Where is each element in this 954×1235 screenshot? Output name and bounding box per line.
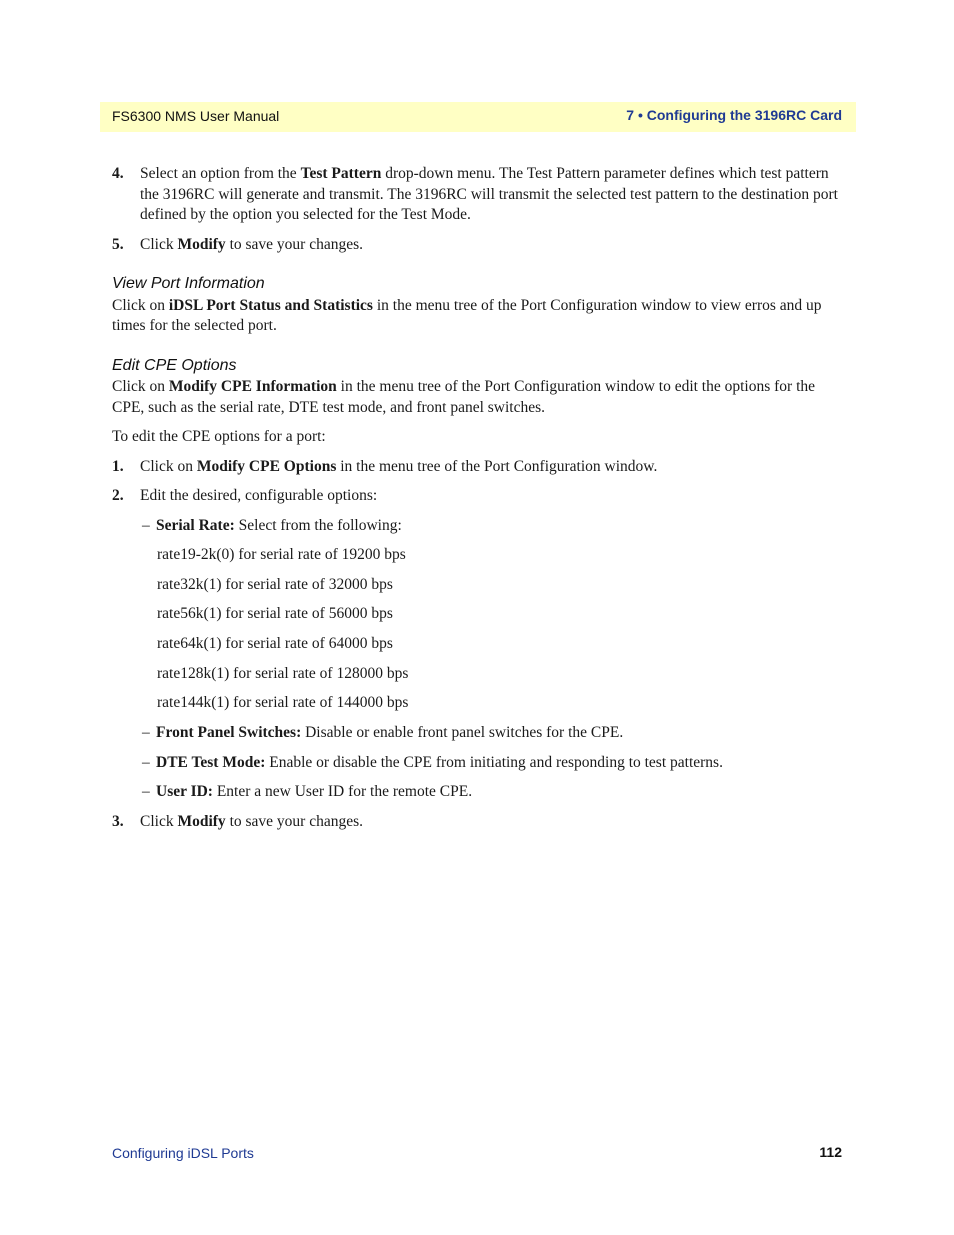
rate-item: rate32k(1) for serial rate of 32000 bps [157, 575, 393, 593]
option-front-panel-switches: – Front Panel Switches: Disable or enable front panel switches for the CPE. [112, 723, 842, 744]
section-heading-edit-cpe: Edit CPE Options [112, 356, 237, 374]
ui-term: Test Pattern [300, 165, 382, 182]
step-number: 3. [112, 812, 124, 830]
option-dte-test-mode: – DTE Test Mode: Enable or disable the CPE from initiating and responding to test patterns. [112, 753, 842, 774]
dash-bullet: – [142, 753, 150, 771]
rate-item: rate56k(1) for serial rate of 56000 bps [157, 605, 393, 623]
footer-section-title: Configuring iDSL Ports [112, 1145, 254, 1161]
rate-item: rate64k(1) for serial rate of 64000 bps [157, 635, 393, 653]
cpe-step-3: 3. Click Modify to save your changes. [112, 812, 842, 833]
cpe-step-2: 2. Edit the desired, configurable options: [112, 486, 842, 507]
dash-bullet: – [142, 783, 150, 801]
option-label: Front Panel Switches: [156, 724, 302, 742]
chapter-title: 7 • Configuring the 3196RC Card [626, 107, 842, 123]
dash-bullet: – [142, 516, 150, 534]
option-label: DTE Test Mode: [156, 753, 266, 771]
option-serial-rate: – Serial Rate: Select from the following: [112, 516, 842, 537]
edit-cpe-paragraph: Click on Modify CPE Information in the menu tree of the Port Configuration window to edit the options for the CPE, such as the serial rate, DTE test mode, and front panel switches. [112, 378, 816, 416]
option-label: User ID: [156, 783, 213, 801]
rate-item: rate128k(1) for serial rate of 128000 bps [157, 664, 409, 682]
ui-term: Modify CPE Options [196, 457, 337, 475]
edit-cpe-intro: To edit the CPE options for a port: [112, 428, 326, 445]
step-4: 4. Select an option from the Test Pattern drop-down menu. The Test Pattern parameter defines which test pattern the 3196RC will generate and transmit. The 3196RC will transmit the selected test pattern to the destination port defined by the option you selected for the Test Mode. [112, 165, 838, 223]
ui-term: Modify [177, 235, 226, 253]
option-label: Serial Rate: [156, 516, 235, 534]
step-number: 5. [112, 235, 124, 253]
rate-item: rate19-2k(0) for serial rate of 19200 bps [157, 546, 406, 563]
step-5: 5. Click Modify to save your changes. [112, 235, 842, 256]
cpe-step-1: 1. Click on Modify CPE Options in the menu tree of the Port Configuration window. [112, 457, 842, 478]
page-header [100, 102, 856, 132]
ui-term: Modify CPE Information [168, 378, 337, 395]
manual-title: FS6300 NMS User Manual [112, 108, 280, 124]
step-number: 1. [112, 457, 124, 475]
view-port-paragraph: Click on iDSL Port Status and Statistics in the menu tree of the Port Configuration window to view erros and up times for the selected port. [112, 296, 822, 334]
page-content [112, 164, 842, 841]
ui-term: iDSL Port Status and Statistics [168, 296, 373, 314]
ui-term: Modify [177, 812, 226, 830]
section-heading-view-port: View Port Information [112, 275, 265, 292]
rate-item: rate144k(1) for serial rate of 144000 bps [157, 694, 409, 712]
dash-bullet: – [142, 724, 150, 742]
step-number: 2. [112, 487, 124, 504]
option-user-id: – User ID: Enter a new User ID for the remote CPE. [112, 782, 842, 803]
step-number: 4. [112, 165, 124, 182]
page-number: 112 [819, 1144, 842, 1160]
